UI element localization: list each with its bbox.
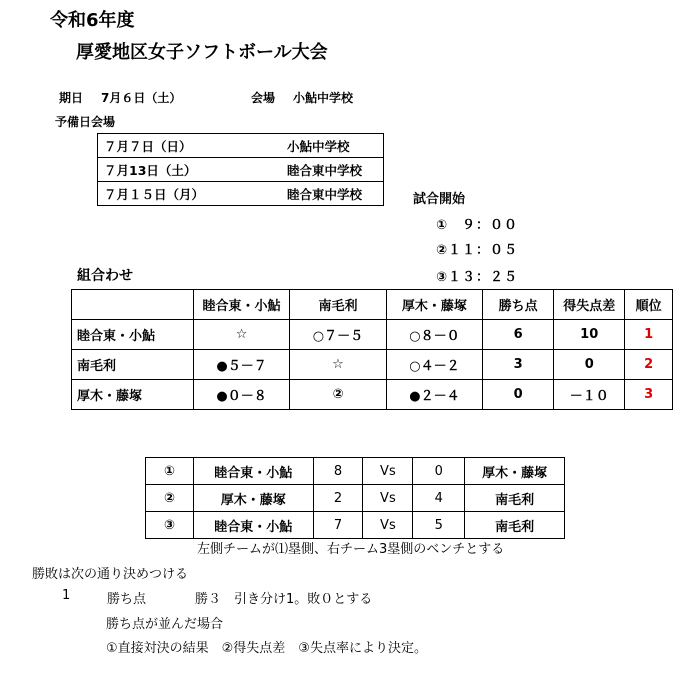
home-score: 2 xyxy=(313,485,363,512)
away-score: 0 xyxy=(413,458,465,485)
points-value: 勝３ 引き分け1。敗０とする xyxy=(195,592,373,607)
bench-note: 左側チームが⑴塁側、右チーム3塁側のベンチとする xyxy=(197,542,505,557)
league-points: 3 xyxy=(483,350,554,380)
versus-label: Vs xyxy=(363,512,413,539)
points-label: 勝ち点 xyxy=(107,592,147,607)
league-team: 睦合東・小鮎 xyxy=(72,320,194,350)
schedule-table xyxy=(145,457,565,539)
league-result: ② xyxy=(290,380,386,410)
league-header-row xyxy=(72,290,673,320)
reserve-date: ７月13日（土） xyxy=(98,158,282,182)
league-result: ○７－５ xyxy=(290,320,386,350)
versus-label: Vs xyxy=(363,458,413,485)
date-label: 期日 xyxy=(59,91,84,105)
reserve-row xyxy=(98,158,384,182)
league-header-cell: 勝ち点 xyxy=(483,290,554,320)
tie-value: ①直接対決の結果 ②得失点差 ③失点率により決定。 xyxy=(106,641,427,656)
league-header-cell xyxy=(72,290,194,320)
away-team: 厚木・藤塚 xyxy=(465,458,565,485)
league-header-cell: 睦合東・小鮎 xyxy=(193,290,289,320)
league-rank: 2 xyxy=(625,350,673,380)
game-number: ② xyxy=(146,485,194,512)
reserve-date: ７月１５日（月） xyxy=(98,182,282,206)
league-points: 0 xyxy=(483,380,554,410)
schedule-row xyxy=(146,458,565,485)
date-value: 7月６日（土） xyxy=(101,91,182,105)
away-team: 南毛利 xyxy=(465,485,565,512)
schedule-row xyxy=(146,485,565,512)
tie-label: 勝ち点が並んだ場合 xyxy=(106,617,224,632)
reserve-table xyxy=(97,133,384,206)
page-title: 厚愛地区女子ソフトボール大会 xyxy=(76,42,328,63)
schedule-row xyxy=(146,512,565,539)
league-row xyxy=(72,320,673,350)
away-score: 5 xyxy=(413,512,465,539)
reserve-row xyxy=(98,134,384,158)
league-result: ☆ xyxy=(193,320,289,350)
reserve-venue: 睦合東中学校 xyxy=(281,182,384,206)
league-diff: 0 xyxy=(554,350,625,380)
start-time-1: ① ９：００ xyxy=(436,218,519,233)
league-diff: 10 xyxy=(554,320,625,350)
start-label: 試合開始 xyxy=(413,192,466,207)
league-result: ☆ xyxy=(290,350,386,380)
league-rank: 1 xyxy=(625,320,673,350)
rules-item-number: 1 xyxy=(62,588,71,603)
year-heading: 令和6年度 xyxy=(50,10,135,31)
away-score: 4 xyxy=(413,485,465,512)
league-result: ○８－０ xyxy=(386,320,482,350)
game-number: ③ xyxy=(146,512,194,539)
start-time-3: ③１３：２５ xyxy=(436,270,519,285)
home-team: 厚木・藤塚 xyxy=(193,485,313,512)
start-time-2: ②１１：０５ xyxy=(436,243,519,258)
reserve-date: ７月７日（日） xyxy=(98,134,282,158)
league-result: ○４－２ xyxy=(386,350,482,380)
league-result: ●２－４ xyxy=(386,380,482,410)
venue-value: 小鮎中学校 xyxy=(293,91,354,105)
league-header-cell: 厚木・藤塚 xyxy=(386,290,482,320)
versus-label: Vs xyxy=(363,485,413,512)
league-row xyxy=(72,350,673,380)
league-table xyxy=(71,289,673,410)
venue-label: 会場 xyxy=(251,91,276,105)
reserve-venue: 小鮎中学校 xyxy=(281,134,384,158)
rules-heading: 勝敗は次の通り決めつける xyxy=(32,567,189,582)
league-team: 南毛利 xyxy=(72,350,194,380)
reserve-row xyxy=(98,182,384,206)
league-header-cell: 南毛利 xyxy=(290,290,386,320)
reserve-label: 予備日会場 xyxy=(55,115,116,129)
league-label: 組合わせ xyxy=(77,268,133,284)
league-result: ●５－７ xyxy=(193,350,289,380)
home-team: 睦合東・小鮎 xyxy=(193,458,313,485)
league-team: 厚木・藤塚 xyxy=(72,380,194,410)
away-team: 南毛利 xyxy=(465,512,565,539)
league-row xyxy=(72,380,673,410)
league-result: ●０－８ xyxy=(193,380,289,410)
home-team: 睦合東・小鮎 xyxy=(193,512,313,539)
league-diff: －１０ xyxy=(554,380,625,410)
league-rank: 3 xyxy=(625,380,673,410)
game-number: ① xyxy=(146,458,194,485)
league-header-cell: 得失点差 xyxy=(554,290,625,320)
home-score: 7 xyxy=(313,512,363,539)
home-score: 8 xyxy=(313,458,363,485)
league-points: 6 xyxy=(483,320,554,350)
reserve-venue: 睦合東中学校 xyxy=(281,158,384,182)
league-header-cell: 順位 xyxy=(625,290,673,320)
